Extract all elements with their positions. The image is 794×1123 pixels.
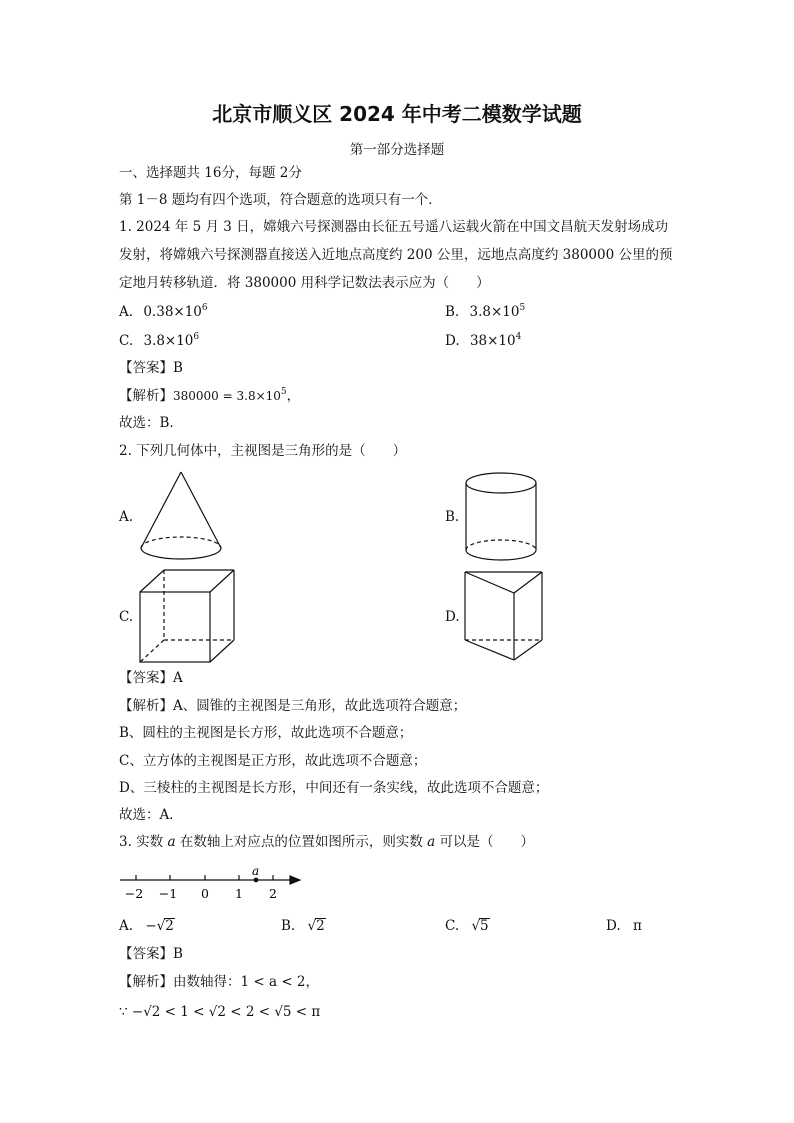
part-subtitle: 第一部分选择题 bbox=[349, 142, 445, 158]
q2-analysis-line1: 【解析】A、圆锥的主视图是三角形，故此选项符合题意； bbox=[119, 698, 467, 714]
q1-option-c bbox=[119, 333, 199, 349]
q1-answer: 【答案】B bbox=[119, 360, 183, 376]
sqrt-symbol: √ bbox=[471, 918, 481, 934]
q3-stem-mid: 在数轴上对应点的位置如图所示，则实数 bbox=[175, 834, 428, 850]
option-exponent: 5 bbox=[519, 303, 526, 313]
option-exponent: 6 bbox=[201, 303, 208, 313]
q2-label-c: C. bbox=[119, 609, 134, 625]
triangular-prism-figure bbox=[462, 568, 552, 668]
analysis-exponent: 5 bbox=[280, 387, 287, 397]
page-title: 北京市顺义区 2024 年中考二模数学试题 bbox=[212, 102, 582, 126]
cube-figure bbox=[136, 568, 246, 668]
option-exponent: 4 bbox=[515, 332, 522, 342]
q1-option-d bbox=[445, 333, 521, 349]
q2-label-b: B. bbox=[445, 509, 460, 525]
option-value: 38×10 bbox=[469, 333, 516, 349]
q2-analysis-line4: D、三棱柱的主视图是长方形，中间还有一条实线，故此选项不合题意； bbox=[119, 780, 549, 796]
q2-answer: 【答案】A bbox=[119, 670, 183, 686]
analysis-label: 【解析】 bbox=[119, 388, 173, 404]
option-letter: B. bbox=[281, 918, 296, 934]
q1-option-b bbox=[445, 304, 525, 320]
point-a-dot bbox=[254, 878, 259, 883]
option-letter: C. bbox=[445, 918, 460, 934]
q3-variable: a bbox=[167, 834, 176, 850]
q3-stem bbox=[119, 833, 534, 851]
section-instruction: 第 1－8 题均有四个选项，符合题意的选项只有一个． bbox=[119, 192, 442, 208]
tick-label: −2 bbox=[124, 886, 144, 901]
option-value: 3.8×10 bbox=[143, 333, 194, 349]
q1-analysis bbox=[119, 387, 300, 405]
q1-stem-line1: 1. 2024 年 5 月 3 日，嫦娥六号探测器由长征五号遥八运载火箭在中国文昌航天发射场成功 bbox=[119, 219, 669, 235]
q1-stem-line2: 发射，将嫦娥六号探测器直接送入近地点高度约 200 公里，远地点高度约 380000 公里的预 bbox=[119, 247, 673, 263]
q3-analysis bbox=[119, 973, 319, 991]
q3-therefore: ∵ −√2 < 1 < √2 < 2 < √5 < π bbox=[119, 1004, 321, 1020]
q3-option-a bbox=[119, 918, 175, 934]
analysis-label: 【解析】 bbox=[119, 974, 173, 990]
analysis-expression: 380000 = 3.8×10 bbox=[173, 389, 281, 403]
tick-label: −1 bbox=[158, 886, 178, 901]
q3-answer: 【答案】B bbox=[119, 946, 183, 962]
option-value: 0.38×10 bbox=[143, 304, 202, 320]
q3-stem-post: 可以是（ ） bbox=[435, 834, 534, 850]
q2-label-d: D. bbox=[445, 609, 460, 625]
q3-option-c bbox=[445, 918, 490, 934]
number-line bbox=[118, 860, 308, 905]
tick-label: 1 bbox=[235, 886, 243, 901]
option-letter: D. bbox=[445, 333, 460, 349]
option-exponent: 6 bbox=[193, 332, 200, 342]
option-letter: A. bbox=[119, 304, 134, 320]
analysis-tail: ， bbox=[286, 388, 301, 404]
q2-stem: 2. 下列几何体中，主视图是三角形的是（ ） bbox=[119, 443, 407, 459]
q3-option-b bbox=[281, 918, 326, 934]
q3-option-d bbox=[606, 918, 642, 934]
cone-figure bbox=[135, 468, 235, 568]
q2-analysis-line3: C、立方体的主视图是正方形，故此选项不合题意； bbox=[119, 753, 427, 769]
q2-analysis-line2: B、圆柱的主视图是长方形，故此选项不合题意； bbox=[119, 725, 413, 741]
sqrt-symbol: √ bbox=[156, 918, 166, 934]
option-letter: A. bbox=[119, 918, 134, 934]
q3-variable: a bbox=[427, 834, 436, 850]
q1-stem-line3: 定地月转移轨道．将 380000 用科学记数法表示应为（ ） bbox=[119, 275, 490, 291]
option-value: 3.8×10 bbox=[469, 304, 520, 320]
option-letter: B. bbox=[445, 304, 460, 320]
radicand: 2 bbox=[165, 918, 174, 934]
option-value: π bbox=[632, 918, 642, 934]
cylinder-figure bbox=[462, 470, 552, 570]
q3-stem-pre: 3. 实数 bbox=[119, 834, 168, 850]
radicand: 2 bbox=[316, 918, 325, 934]
q2-conclusion: 故选：A． bbox=[119, 807, 183, 823]
radicand: 5 bbox=[480, 918, 489, 934]
section-heading: 一、选择题共 16分，每题 2分 bbox=[119, 165, 302, 181]
option-letter: C. bbox=[119, 333, 134, 349]
sqrt-symbol: √ bbox=[307, 918, 317, 934]
point-a-label: a bbox=[252, 864, 260, 878]
tick-label: 0 bbox=[201, 886, 209, 901]
analysis-text: 由数轴得：1 < a < 2， bbox=[173, 974, 320, 990]
q1-conclusion: 故选：B． bbox=[119, 415, 183, 431]
q1-option-a bbox=[119, 304, 208, 320]
option-sign: − bbox=[145, 918, 157, 934]
q2-label-a: A. bbox=[119, 509, 134, 525]
tick-label: 2 bbox=[269, 886, 277, 901]
option-letter: D. bbox=[606, 918, 621, 934]
